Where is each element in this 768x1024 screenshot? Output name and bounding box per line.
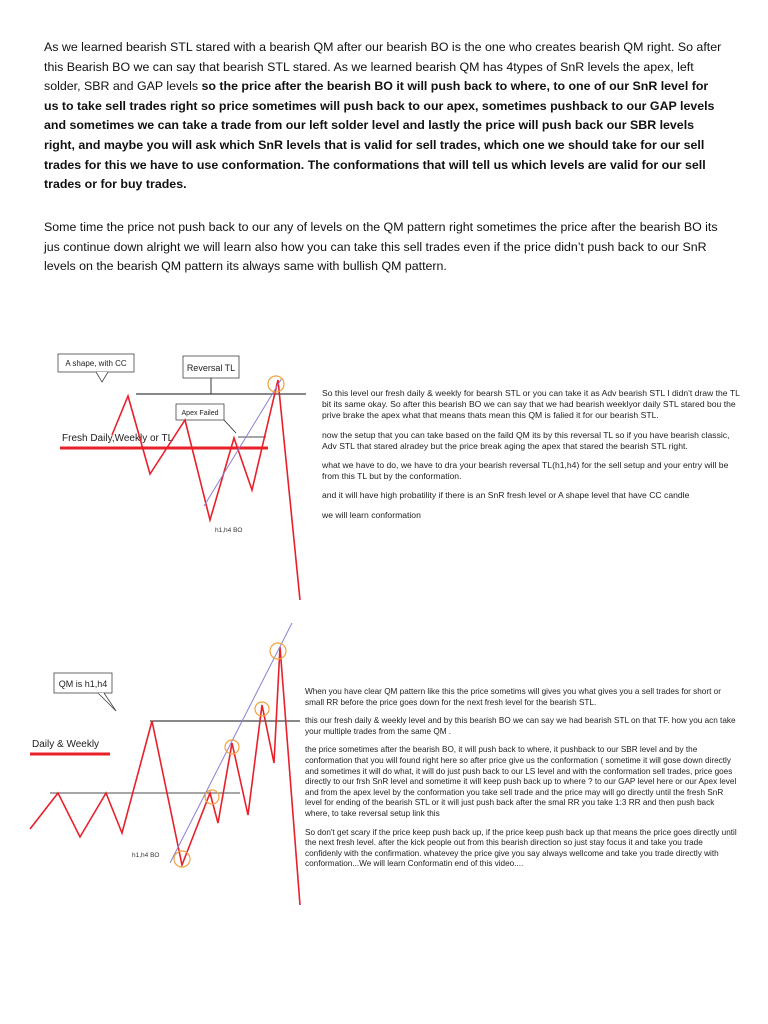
figure-1-notes — [322, 388, 742, 529]
paragraph-1 — [44, 38, 724, 195]
paragraph-1-normal: As we learned bearish STL stared with a bearish QM after our bearish BO is the one who creates bearish QM right. So after this Bearish BO we can say that bearish STL stared. As we learned bearish QM has 4types of SnR levels the apex, left solder, SBR and GAP levels — [44, 40, 722, 94]
figure-1-note: we will learn conformation — [322, 509, 421, 520]
figure-2-notes — [305, 687, 737, 878]
label-daily-weekly: Daily & Weekly — [32, 739, 100, 750]
figure-1 — [0, 340, 768, 610]
figure-1-note: what we have to do, we have to dra your bearish reversal TL(h1,h4) for the sell setup and your entry will be from this TL but by the conformation. — [322, 460, 729, 482]
figure-2-note: the price sometimes after the bearish BO, it will push back to where, it pushback to our SBR level and by the conformation that you will found right here so after price give us the conformation ( sometime it will gose down directly and sometimes it will do what, it will do just push back to our LS level and with the conformation sell trades, price goes directly to our frsh SnR level and sometime it will keep push back up to where ? to our GAP level here or our Apex level and from the apex level by the conformation you take sell trade and the price may will go directly until the fresh SnR level for ending of the bearish STL or it will just push back after the smal RR you take 1:3 RR and then push back where, to take reversal setup link this — [305, 745, 737, 818]
figure-1-note: now the setup that you can take based on the faild QM its by this reversal TL so if you have bearish classic, Adv STL that stared alradey but the price break aging the apex that stared the bearish STL right. — [322, 429, 730, 451]
paragraph-1-bold: so the price after the bearish BO it will push back to where, to one of our SnR level for us to take sell trades right so price sometimes will push back to our apex, sometimes pushback to our GAP levels and sometimes we can take a trade from our left solder level and lastly the price will push back our SBR levels right, and maybe you will ask which SnR levels that is valid for sell trades, which one we should take for our sell trades for this we have to use conformation. The conformations that will tell us which levels are valid for our sell trades or for buy trades. — [44, 79, 715, 192]
label-bo: h1,h4 BO — [215, 527, 243, 534]
figure-2-note: When you have clear QM pattern like this the price sometims will gives you what gives you a sell trades for short or small RR before the price goes down for the next fresh level for the bearish STL. — [305, 687, 721, 707]
figure-1-note: and it will have high probatility if there is an SnR fresh level or A shape level that have CC candle — [322, 490, 690, 501]
label-a-shape: A shape, with CC — [65, 359, 127, 368]
callout-qm — [54, 673, 116, 711]
label-apex-failed: Apex Failed — [181, 410, 219, 417]
label-fresh-level: Fresh Daily,Weekly or TL — [62, 433, 174, 444]
label-bo-2: h1,h4 BO — [132, 852, 160, 859]
label-reversal-tl: Reversal TL — [186, 363, 236, 373]
paragraph-2: Some time the price not push back to our any of levels on the QM pattern right sometimes the price after the bearish BO its jus continue down alright we will learn also how you can take this sell trades even if the price didn’t push back to our SnR levels on the bearish QM pattern its always same with bullish QM pattern. — [44, 220, 718, 274]
callout-apex-failed — [176, 404, 224, 420]
figure-1-note: So this level our fresh daily & weekly for bearsh STL or you can take it as Adv bearish STL I didn't draw the TL bit its same okay. So after this bearish BO we can say that we had bearish weeklyor daily STL stared bou the prive brake the apex what that means thats mean this QM is falied it for our bearish STL. — [322, 388, 740, 421]
figure-2 — [0, 615, 768, 915]
figure-2-note: So don't get scary if the price keep push back up, if the price keep push back up that means the price goes directly until the next fresh level. after the kick people out from this bearish direction so just stay focus it and take you trade confidenly with the confirmation. whatevey the price give you say always wellcome and take you trade directly with conformation...We will learn Conformatin end of this video.... — [305, 827, 737, 869]
trendline-2 — [170, 623, 292, 863]
callout-a-shape — [58, 354, 134, 382]
label-qm: QM is h1,h4 — [58, 679, 108, 689]
figure-2-note: this our fresh daily & weekly level and by this bearish BO we can say we had bearish STL on that TF. how you acn take your multiple trades from the same QM . — [305, 716, 736, 736]
reversal-trendline — [204, 378, 282, 506]
callout-reversal-tl — [183, 356, 239, 378]
